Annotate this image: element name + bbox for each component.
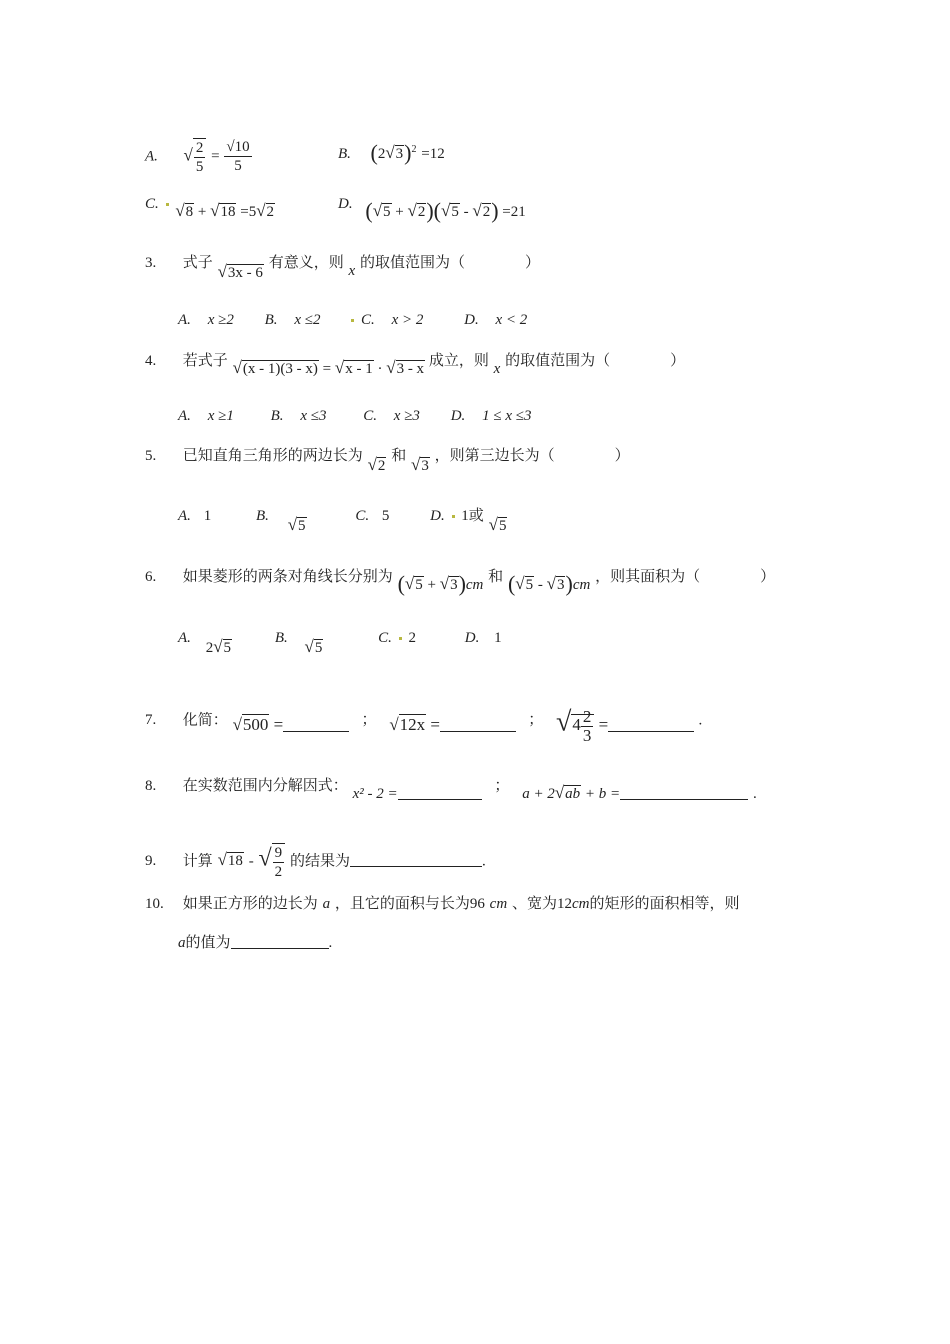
radicand: 18 xyxy=(220,204,236,220)
option-label: C. xyxy=(145,196,159,212)
option-label: C. xyxy=(378,630,392,646)
radicand: 2 xyxy=(377,458,386,474)
radicand: 5 xyxy=(415,577,423,593)
radicand: 500 xyxy=(242,715,269,735)
exponent: 2 xyxy=(411,144,417,155)
question-number: 5. xyxy=(145,448,157,464)
option-label: A. xyxy=(178,508,191,524)
coefficient: 2 xyxy=(377,146,386,162)
question-text: 的值为 xyxy=(185,933,231,951)
unit: cm xyxy=(571,896,590,912)
radicand: 2 xyxy=(417,204,426,220)
q2-option-d: D. (√5 + √2)(√5 - √2) =21 xyxy=(338,196,526,223)
option-value: x ≥2 xyxy=(207,312,234,328)
multiply-dot: · xyxy=(377,361,383,377)
equals-value: =21 xyxy=(502,204,526,220)
option-label: C. xyxy=(363,408,378,424)
question-number: 7. xyxy=(145,712,157,729)
option-label: C. xyxy=(361,312,375,328)
mark-dot xyxy=(166,203,169,206)
radicand: 2 xyxy=(482,204,491,220)
plus: + xyxy=(197,204,207,220)
question-10-line2 xyxy=(178,932,332,953)
option-value: 1 xyxy=(203,508,212,524)
question-text: 的取值范围为（ ） xyxy=(505,351,686,369)
question-6-options: A. 2√5 B. √5 C. 2 D. 1 xyxy=(178,630,502,656)
fraction: $\frac{√10}{5}$ xyxy=(226,139,250,174)
question-text: 的结果为 xyxy=(289,851,350,870)
minus: - xyxy=(537,577,543,593)
frac-denominator: 3 xyxy=(582,726,592,745)
answer-blank[interactable] xyxy=(231,934,329,949)
coefficient: 2 xyxy=(205,640,214,656)
option-label: D. xyxy=(464,630,480,646)
plus: + xyxy=(427,577,436,593)
question-8: 8. 在实数范围内分解因式： x² - 2 = ； a + 2√ab + b = . xyxy=(145,776,757,802)
question-text: ，且它的面积与长为 xyxy=(334,894,470,912)
option-value: 1或 xyxy=(461,508,484,524)
question-text: 和 xyxy=(391,446,407,464)
unit: cm xyxy=(465,577,484,593)
answer-blank[interactable] xyxy=(440,717,516,732)
option-value: x ≤2 xyxy=(294,312,321,328)
question-10 xyxy=(145,893,739,914)
mixed-whole: 4 xyxy=(572,715,581,735)
equals: = xyxy=(211,148,220,165)
question-6: 6. 如果菱形的两条对角线长分别为 (√5 + √3)cm 和 (√5 - √3)cm ，则其面积为（ ） xyxy=(145,567,776,596)
question-3-options xyxy=(178,309,527,330)
radicand: 2 xyxy=(266,204,275,220)
answer-blank[interactable] xyxy=(283,717,349,732)
question-text: 成立，则 xyxy=(428,351,489,369)
question-text: 的取值范围为（ ） xyxy=(359,253,540,271)
radicand: 18 xyxy=(227,853,243,870)
question-text: 化简： xyxy=(182,710,228,729)
period: . xyxy=(328,935,333,951)
question-4-options xyxy=(178,405,531,426)
question-text: ，则第三边长为（ ） xyxy=(434,446,630,464)
q2-option-b: B. $(2√3)^2 =12$ xyxy=(338,140,445,165)
minus: - xyxy=(248,853,254,870)
answer-blank[interactable] xyxy=(350,852,482,867)
question-text: 若式子 xyxy=(182,351,228,369)
radicand: 5 xyxy=(498,518,507,534)
question-text: 在实数范围内分解因式： xyxy=(182,776,348,794)
option-label: D. xyxy=(464,312,479,328)
expression: a + 2 xyxy=(522,786,555,802)
option-label: B. xyxy=(255,508,269,524)
equals: = xyxy=(598,715,609,735)
question-3: 3. 式子 √3x - 6 有意义，则 x 的取值范围为（ ） xyxy=(145,253,540,281)
radicand: 5 xyxy=(451,204,459,220)
minus: - xyxy=(463,204,469,220)
radicand: 3x - 6 xyxy=(227,265,263,281)
question-text: 已知直角三角形的两边长为 xyxy=(182,446,363,464)
option-value: x ≥3 xyxy=(393,408,420,424)
period: . xyxy=(481,853,486,870)
variable: a xyxy=(322,896,331,912)
q2-option-a xyxy=(145,138,252,176)
separator: ； xyxy=(494,776,510,794)
option-value: 2 xyxy=(408,630,416,646)
question-text: 有意义，则 xyxy=(268,253,344,271)
option-label: B. xyxy=(338,146,351,162)
option-value: x ≥1 xyxy=(207,408,234,424)
frac-denominator: 2 xyxy=(274,864,283,880)
radicand: 3 xyxy=(450,577,458,593)
question-text: 如果菱形的两条对角线长分别为 xyxy=(182,567,393,585)
option-label: A. xyxy=(178,630,191,646)
radicand: (x - 1)(3 - x) xyxy=(242,361,318,377)
radicand: 12x xyxy=(399,715,426,735)
option-value: x < 2 xyxy=(495,312,528,328)
question-9: 9. 计算 √18 - √ $\frac{9}{2}$ 的结果为 . xyxy=(145,845,486,880)
answer-blank[interactable] xyxy=(398,785,482,800)
option-label: A. xyxy=(178,408,191,424)
question-5-options: A. 1 B. √5 C. 5 D. 1或 √5 xyxy=(178,508,507,534)
answer-blank[interactable] xyxy=(608,717,694,732)
number: 12 xyxy=(556,896,572,912)
separator: ； xyxy=(361,710,377,729)
question-4: 4. 若式子 √(x - 1)(3 - x) = √x - 1 · √3 - x 成立，则 x 的取值范围为（ ） xyxy=(145,351,686,377)
radicand: 3 xyxy=(395,146,404,162)
radicand: 10 xyxy=(234,139,250,155)
equals-value: =5 xyxy=(240,204,257,220)
question-number: 4. xyxy=(145,353,157,369)
frac-denominator: 5 xyxy=(234,158,242,174)
radicand: 5 xyxy=(223,640,232,656)
radicand: 3 - x xyxy=(396,361,425,377)
option-value: x ≤3 xyxy=(300,408,327,424)
radicand: ab xyxy=(565,786,581,802)
option-label: D. xyxy=(338,196,353,212)
unit: cm xyxy=(572,577,591,593)
radicand: 3 xyxy=(421,458,429,474)
radicand: x - 1 xyxy=(345,361,373,377)
variable: x xyxy=(493,361,501,377)
question-text: 计算 xyxy=(182,851,213,870)
number: 96 xyxy=(469,896,485,912)
plus: + xyxy=(395,204,404,220)
mark-dot xyxy=(399,637,402,640)
option-value: 1 ≤ x ≤3 xyxy=(482,408,532,424)
radicand: 5 xyxy=(314,640,323,656)
variable: a xyxy=(178,935,186,951)
option-label: D. xyxy=(430,508,445,524)
question-text: 式子 xyxy=(182,253,213,271)
question-text: 和 xyxy=(488,567,504,585)
radicand: 5 xyxy=(525,577,534,593)
option-value: x > 2 xyxy=(391,312,424,328)
option-value: 1 xyxy=(494,630,502,646)
question-text: 、宽为 xyxy=(511,894,557,912)
equals-value: =12 xyxy=(421,146,445,162)
radicand: 3 xyxy=(556,577,565,593)
question-7: 7. 化简： √500 = ； √12x = ； √4 $\frac{2}{3}$ = . xyxy=(145,706,703,745)
option-value: 5 xyxy=(381,508,390,524)
frac-denominator: 5 xyxy=(195,159,204,176)
question-number: 3. xyxy=(145,255,157,271)
question-text: 的矩形的面积相等，则 xyxy=(589,894,740,912)
option-label: B. xyxy=(270,408,284,424)
question-number: 9. xyxy=(145,853,157,870)
option-label: A. xyxy=(145,148,158,165)
expression: x² - 2 = xyxy=(352,786,398,802)
option-label: B. xyxy=(264,312,278,328)
question-number: 6. xyxy=(145,569,157,585)
radicand: 8 xyxy=(185,204,194,220)
mark-dot xyxy=(452,515,455,518)
question-text: 如果正方形的边长为 xyxy=(182,894,318,912)
q2-option-c: C. √8 + √18 =5√2 xyxy=(145,196,275,220)
mark-dot xyxy=(351,319,354,322)
radicand: 5 xyxy=(298,518,306,534)
option-label: A. xyxy=(178,312,191,328)
frac-numerator: 2 xyxy=(582,707,592,726)
period: . xyxy=(752,786,757,802)
option-label: B. xyxy=(274,630,288,646)
option-label: C. xyxy=(355,508,370,524)
frac-numerator: 9 xyxy=(274,845,283,861)
sqrt-expression: √ $\frac{2}{5}$ xyxy=(183,138,206,176)
frac-numerator: 2 xyxy=(195,140,204,157)
answer-blank[interactable] xyxy=(620,785,748,800)
separator: ； xyxy=(528,710,544,729)
option-label: D. xyxy=(450,408,466,424)
expression: + b = xyxy=(584,786,621,802)
question-5: 5. 已知直角三角形的两边长为 √2 和 √3 ，则第三边长为（ ） xyxy=(145,446,630,474)
radicand: 5 xyxy=(383,204,391,220)
question-number: 10. xyxy=(145,896,164,912)
unit: cm xyxy=(489,896,508,912)
question-text: ，则其面积为（ ） xyxy=(595,567,776,585)
equals: = xyxy=(430,715,440,735)
equals: = xyxy=(322,361,332,377)
equals: = xyxy=(273,715,284,735)
variable: x xyxy=(348,263,356,279)
question-number: 8. xyxy=(145,778,157,794)
period: . xyxy=(698,712,703,729)
